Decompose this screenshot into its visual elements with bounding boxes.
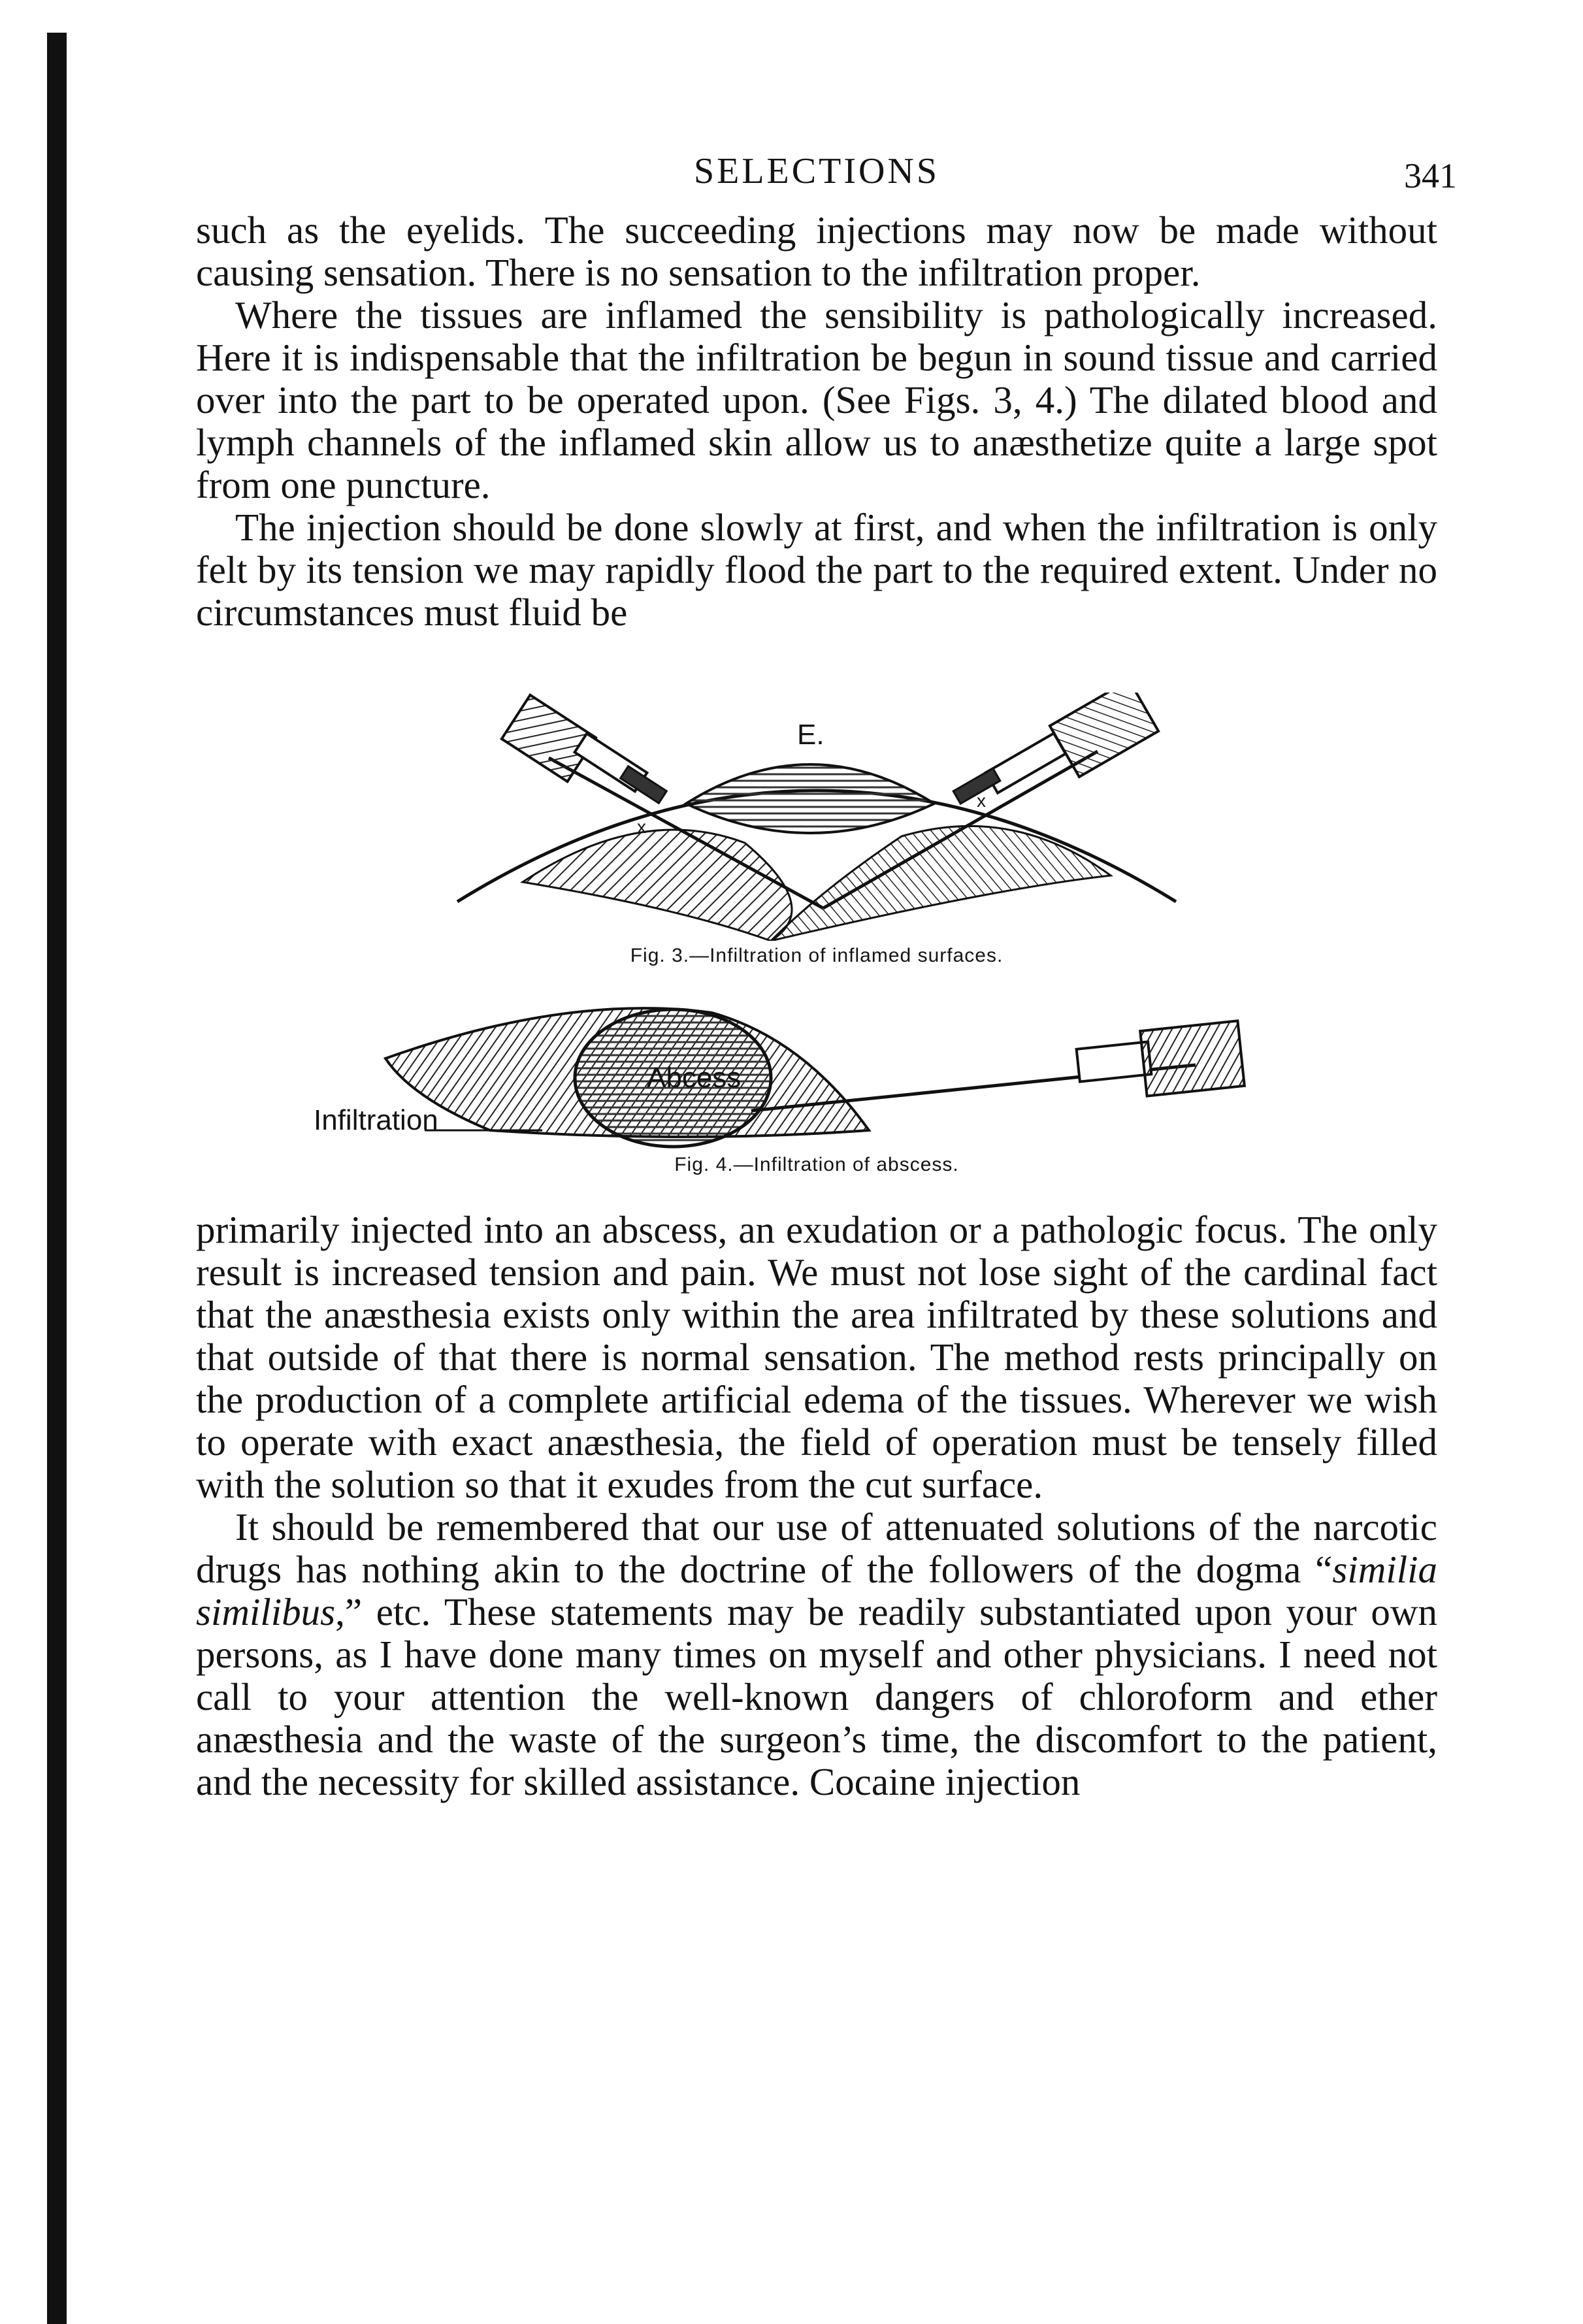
- figure-4: [294, 1000, 1339, 1176]
- page: [196, 131, 1457, 1803]
- running-head: SELECTIONS: [694, 151, 939, 191]
- latin-phrase: similia similibus: [196, 1548, 1437, 1633]
- paragraph-4: primarily injected into an abscess, an exudation or a pathologic focus. The only result is increased tension and pain. We must not lose sight of the cardinal fact that the anæsthesia exists only within the area infiltrated by these solutions and that outside of that there is normal sensation. The method rests principally on the production of a complete artificial edema of the tissues. Wherever we wish to operate with exact anæsthesia, the field of operation must be tensely filled with the solution so that it exudes from the cut surface.: [196, 1208, 1437, 1506]
- figure-4-illustration: [294, 1000, 1339, 1150]
- figure-3-label-e: E.: [797, 719, 824, 751]
- figure-3-caption: Fig. 3.—Infiltration of inflamed surfaces.: [630, 945, 1004, 966]
- figure-3-label-x-right: x: [977, 791, 986, 811]
- figure-3-label-x-left: x: [637, 817, 646, 837]
- page-number: 341: [1404, 156, 1457, 195]
- page-header: [196, 131, 1457, 209]
- figure-4-caption: Fig. 4.—Infiltration of abscess.: [674, 1154, 959, 1175]
- paragraph-5-text-b: ,” etc. These statements may be readily substantiated upon your own persons, as I have done many times on myself and other physicians. I need not call to your attention the well-known dangers of chloroform and ether anæsthesia and the waste of the surgeon’s time, the discomfort to the patient, and the necessity for skilled assistance. Cocaine injection: [196, 1590, 1437, 1803]
- figure-3: [405, 693, 1228, 974]
- paragraph-2: Where the tissues are inflamed the sensibility is pathologically increased. Here it is indispensable that the infiltration be begun in sound tissue and carried over into the part to be operated upon. (See Figs. 3, 4.) The dilated blood and lymph channels of the inflamed skin allow us to anæsthetize quite a large spot from one puncture.: [196, 293, 1437, 506]
- figure-4-label-abscess: Abcess: [647, 1062, 742, 1094]
- paragraph-5: [196, 1506, 1437, 1803]
- paragraph-3: The injection should be done slowly at first, and when the infiltration is only felt by its tension we may rapidly flood the part to the required extent. Under no circumstances must fluid be: [196, 506, 1437, 634]
- paragraph-1: such as the eyelids. The succeeding injections may now be made without causing sensation. There is no sensation to the infiltration proper.: [196, 208, 1437, 294]
- figure-4-label-infiltration: Infiltration: [314, 1104, 438, 1136]
- paragraph-5-text-a: It should be remembered that our use of attenuated solutions of the narcotic drugs has nothing akin to the doctrine of the followers of the dogma “: [196, 1505, 1437, 1591]
- book-spine-shadow: [47, 33, 67, 2324]
